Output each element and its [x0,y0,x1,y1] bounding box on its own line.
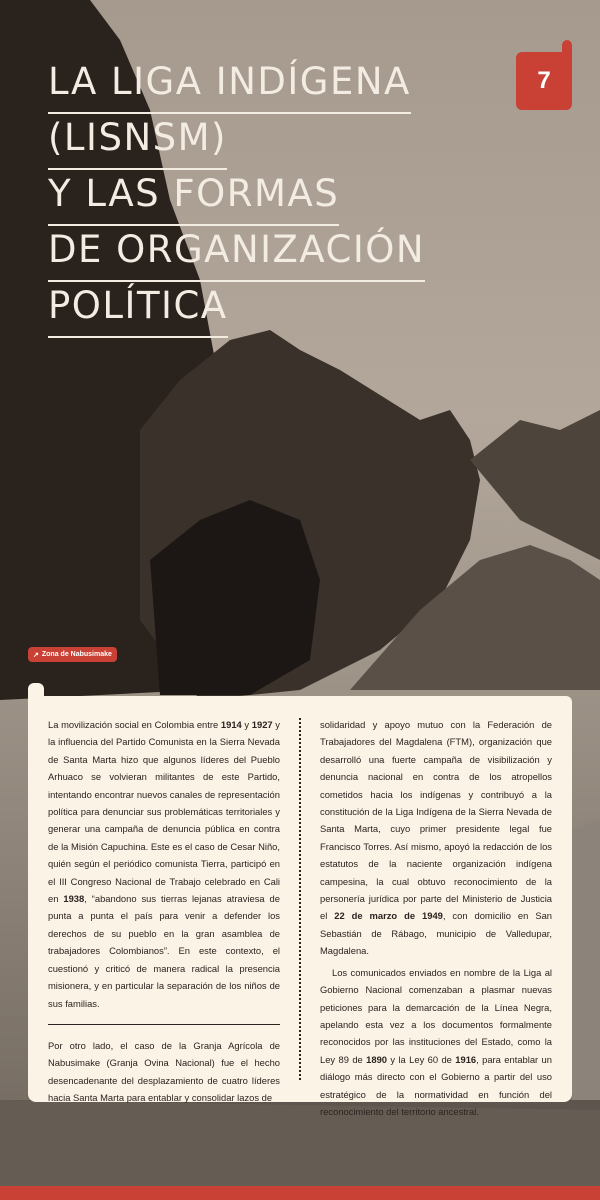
bold-text: 1927 [251,719,273,730]
bold-text: 1914 [220,719,242,730]
column-divider [299,718,301,1080]
bold-text: 1890 [366,1053,387,1065]
text-run: , con domicilio en San Sebastián de Rábago, municipio de Valledupar, Magdalena. [320,910,553,957]
title-line: POLÍTICA [48,282,228,338]
bold-text: 1916 [455,1053,477,1065]
text-run: , para entablar un diálogo más directo con el Gobierno a partir del uso estratégico de la normatividad en función del reconocimiento del territorio ancestral. [320,1053,552,1117]
text-run: , “abandono sus tierras lejanas atraviesa de punta a punta el país para venir a defender los derechos de su pueblo en la gran asamblea de trabajadores Colombianos”. En este contexto, el cuestionó y criticó de manera radical la presencia misionera, y en particular la separación de los niños de sus familias. [48,893,280,1009]
bold-text: 1938 [63,893,85,905]
text-panel [28,696,572,1117]
location-tag [28,647,117,662]
page-title [48,58,468,338]
location-tag-label: Zona de Nabusimake [41,651,112,658]
title-line: LA LIGA INDÍGENA [48,58,411,114]
paragraph [320,716,552,960]
text-run: y [241,719,252,730]
text-run: y la influencia del Partido Comunista en la Sierra Nevada de Santa Marta hizo que algunos líderes del Pueblo Arhuaco se volvieran militantes de este Partido, intentando encontrar nuevos canales de representación política para denunciar sus problemáticas territoriales y generar una campaña de denuncia pública en contra de la Misión Capuchina. Este es el caso de Cesar Niño, quién según el periódico comunista Tierra, participó en el III Congreso Nacional de Trabajo celebrado en Cali en [48,719,280,905]
left-column [48,716,280,1107]
separator-rule [48,1024,280,1025]
footer-bar [0,1186,600,1200]
paragraph [320,964,552,1121]
right-column [320,716,552,1120]
title-line: DE ORGANIZACIÓN [48,226,425,282]
section-number-badge: 7 [516,52,572,110]
title-line: Y LAS FORMAS [48,170,339,226]
arrow-up-right-icon: ↗ [33,651,39,659]
text-run: Los comunicados enviados en nombre de la Liga al Gobierno Nacional comenzaban a plasmar nuevas peticiones para la demarcación de la Línea Negra, apelando esta vez a los documentos formalmente reconocidos por las instituciones del Estado, como la Ley 89 de [320,966,552,1065]
text-run: y la Ley 60 de [387,1053,456,1065]
text-run: solidaridad y apoyo mutuo con la Federación de Trabajadores del Magdalena (FTM), organización que desarrolló una fuerte campaña de visibilización y denuncia nacional en contra de los atropellos cometidos hacia los indígenas y contribuyó a la constitución de la Liga Indígena de la Sierra Nevada de Santa Marta, cuyo primer presidente legal fue Francisco Torres. Así mismo, apoyó la redacción de los estatutos de la naciente organización indígena campesina, la cual obtuvo reconocimiento de la personería jurídica por parte del Ministerio de Justicia el [320,719,552,922]
title-line: (LISNSM) [48,114,227,170]
text-run: Por otro lado, el caso de la Granja Agrícola de Nabusimake (Granja Ovina Nacional) fue el hecho desencadenante del desplazamiento de cuatro líderes hacia Santa Marta para entablar y consolidar lazos de [48,1039,280,1104]
paragraph [48,716,280,1012]
bold-text: 22 de marzo de 1949 [334,910,443,922]
paragraph [48,1037,280,1107]
text-run: La movilización social en Colombia entre [48,719,221,730]
